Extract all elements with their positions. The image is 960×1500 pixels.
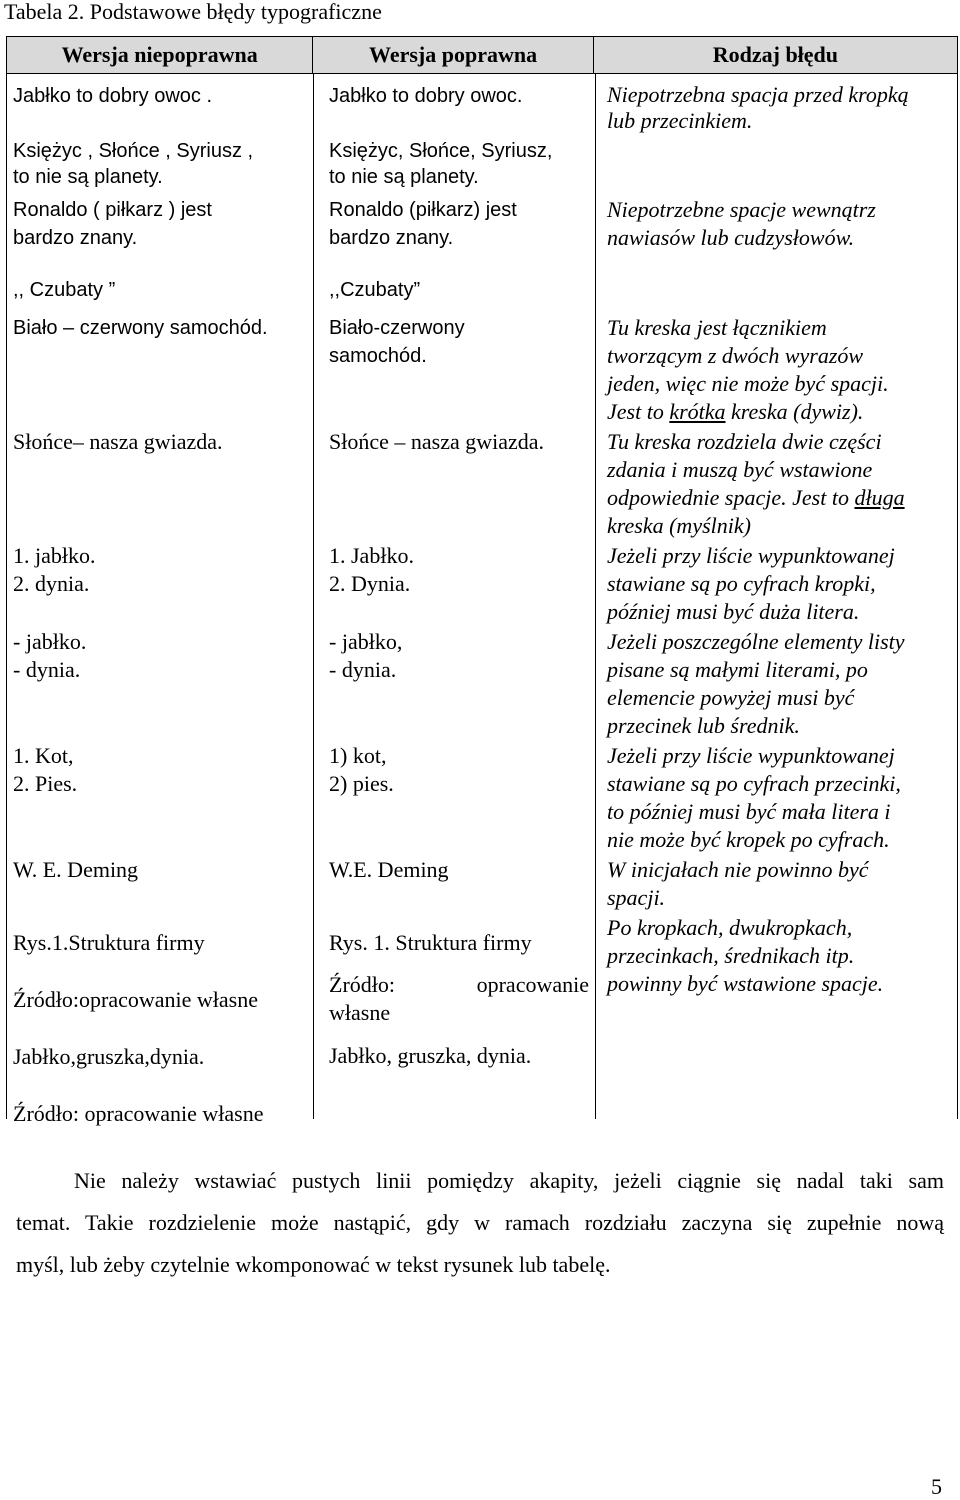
text-line: przecinkach, średnikach itp.	[607, 943, 855, 968]
cell-wrong-r9	[13, 742, 77, 798]
text-line: później musi być duża litera.	[607, 599, 860, 624]
paragraph-line: temat. Takie rozdzielenie może nastąpić, gdy w ramach rozdziału zaczyna się zupełnie nową	[16, 1210, 944, 1235]
cell-wrong-r10: W. E. Deming	[13, 857, 139, 882]
text-line: spacji.	[607, 885, 666, 910]
cell-right-r11	[329, 914, 589, 1085]
cell-right-r7	[329, 542, 414, 598]
text-line: 2. dynia.	[13, 571, 90, 596]
column-divider	[595, 74, 596, 1119]
text-line: to później musi być mała litera i	[607, 799, 891, 824]
underlined-word: krótka	[669, 399, 726, 424]
text-line: Księżyc, Słońce, Syriusz,	[329, 140, 553, 162]
text-line: 1) kot,	[329, 743, 387, 768]
cell-right-r2	[329, 138, 552, 190]
text-line: lub przecinkiem.	[607, 108, 753, 133]
cell-wrong-r4: ,, Czubaty ”	[13, 279, 116, 301]
text-line: W inicjałach nie powinno być	[607, 857, 869, 882]
text-fragment: Jest to	[607, 399, 670, 424]
cell-kind-r9	[607, 742, 901, 854]
text-line: Rys. 1. Struktura firmy	[329, 930, 532, 955]
cell-kind-r1	[607, 82, 909, 134]
cell-wrong-r6: Słońce– nasza gwiazda.	[13, 429, 223, 454]
cell-wrong-r5: Biało – czerwony samochód.	[13, 317, 268, 339]
text-line: - dynia.	[329, 657, 397, 682]
text-line: Ronaldo ( piłkarz ) jest	[13, 199, 212, 221]
text-line	[329, 971, 589, 999]
text-line: Niepotrzebne spacje wewnątrz	[607, 197, 876, 222]
text-line: jeden, więc nie może być spacji.	[607, 371, 889, 396]
table-header-row	[7, 37, 957, 74]
text-line: Po kropkach, dwukropkach,	[607, 915, 853, 940]
table-caption: Tabela 2. Podstawowe błędy typograficzne	[4, 0, 382, 24]
text-line: - jabłko,	[329, 629, 403, 654]
text-line: Biało-czerwony	[329, 317, 465, 339]
cell-right-r9	[329, 742, 394, 798]
cell-wrong-r2	[13, 138, 253, 190]
text-line: kreska (myślnik)	[607, 513, 751, 538]
column-divider	[313, 74, 314, 1119]
cell-wrong-r1: Jabłko to dobry owoc .	[13, 85, 212, 107]
header-wrong: Wersja niepoprawna	[7, 37, 313, 73]
text-line: - jabłko.	[13, 629, 87, 654]
header-right: Wersja poprawna	[313, 37, 593, 73]
text-line: tworzącym z dwóch wyrazów	[607, 343, 864, 368]
text-line: Księżyc , Słońce , Syriusz ,	[13, 140, 254, 162]
table-body	[7, 74, 957, 1126]
text-line: Jabłko,gruszka,dynia.	[13, 1044, 205, 1069]
text-line: elemencie powyżej musi być	[607, 685, 855, 710]
text-line: bardzo znany.	[329, 227, 454, 249]
text-line: 1. jabłko.	[13, 543, 96, 568]
text-line: Tu kreska rozdziela dwie części	[607, 429, 882, 454]
text-line: stawiane są po cyfrach kropki,	[607, 571, 876, 596]
text-line: Jeżeli poszczególne elementy listy	[607, 629, 905, 654]
text-line: Niepotrzebna spacja przed kropką	[607, 82, 909, 107]
cell-wrong-r7	[13, 542, 96, 598]
text-line: Jeżeli przy liście wypunktowanej	[607, 543, 895, 568]
cell-wrong-r3	[13, 196, 212, 252]
cell-right-r6: Słońce – nasza gwiazda.	[329, 429, 545, 454]
text-line: 1. Jabłko.	[329, 543, 414, 568]
text-line: pisane są małymi literami, po	[607, 657, 868, 682]
text-fragment: kreska (dywiz).	[725, 399, 864, 424]
text-line: bardzo znany.	[13, 227, 138, 249]
text-line: Tu kreska jest łącznikiem	[607, 315, 827, 340]
text-line	[607, 398, 889, 426]
text-fragment: odpowiednie spacje. Jest to	[607, 485, 855, 510]
text-line: Źródło: opracowanie własne	[13, 1101, 264, 1126]
cell-kind-r6	[607, 428, 905, 540]
cell-kind-r11	[607, 914, 883, 998]
cell-kind-r8	[607, 628, 905, 740]
text-line: Źródło:opracowanie własne	[13, 987, 258, 1012]
text-line: własne	[329, 1000, 391, 1025]
text-line: 2. Dynia.	[329, 571, 411, 596]
text-line: 2) pies.	[329, 771, 394, 796]
text-line: Jeżeli przy liście wypunktowanej	[607, 743, 895, 768]
text-line: stawiane są po cyfrach przecinki,	[607, 771, 901, 796]
page-number: 5	[931, 1474, 942, 1499]
text-line: - dynia.	[13, 657, 81, 682]
text-line: przecinek lub średnik.	[607, 713, 800, 738]
typography-errors-table	[6, 36, 958, 1126]
text-line: 2. Pies.	[13, 771, 78, 796]
paragraph-line: Nie należy wstawiać pustych linii pomiędzy akapity, jeżeli ciągnie się nadal taki sam	[74, 1168, 944, 1193]
underlined-word: długa	[854, 485, 905, 510]
cell-kind-r3	[607, 196, 876, 252]
text-line: Jabłko, gruszka, dynia.	[329, 1043, 532, 1068]
text-line: powinny być wstawione spacje.	[607, 971, 884, 996]
cell-right-r5	[329, 314, 465, 370]
cell-right-r3	[329, 196, 517, 252]
cell-right-r8	[329, 628, 402, 684]
text-fragment: Źródło:	[329, 972, 395, 997]
text-line	[607, 484, 905, 512]
header-kind: Rodzaj błędu	[712, 42, 839, 67]
text-line: zdania i muszą być wstawione	[607, 457, 873, 482]
text-fragment: opracowanie	[476, 972, 589, 997]
body-paragraph	[16, 1160, 944, 1286]
cell-right-r1: Jabłko to dobry owoc.	[329, 85, 523, 107]
cell-right-r10: W.E. Deming	[329, 857, 449, 882]
cell-kind-r7	[607, 542, 895, 626]
cell-kind-r10	[607, 856, 869, 912]
text-line: nie może być kropek po cyfrach.	[607, 827, 890, 852]
text-line: Ronaldo (piłkarz) jest	[329, 199, 517, 221]
text-line: to nie są planety.	[329, 166, 479, 188]
cell-wrong-r11	[13, 914, 263, 1142]
text-line: samochód.	[329, 345, 427, 367]
text-line: nawiasów lub cudzysłowów.	[607, 225, 855, 250]
text-line: Rys.1.Struktura firmy	[13, 930, 205, 955]
cell-right-r4: ,,Czubaty”	[329, 279, 421, 301]
paragraph-line: myśl, lub żeby czytelnie wkomponować w tekst rysunek lub tabelę.	[16, 1252, 611, 1277]
cell-wrong-r8	[13, 628, 86, 684]
cell-kind-r5	[607, 314, 889, 426]
text-line: to nie są planety.	[13, 166, 163, 188]
text-line: 1. Kot,	[13, 743, 74, 768]
